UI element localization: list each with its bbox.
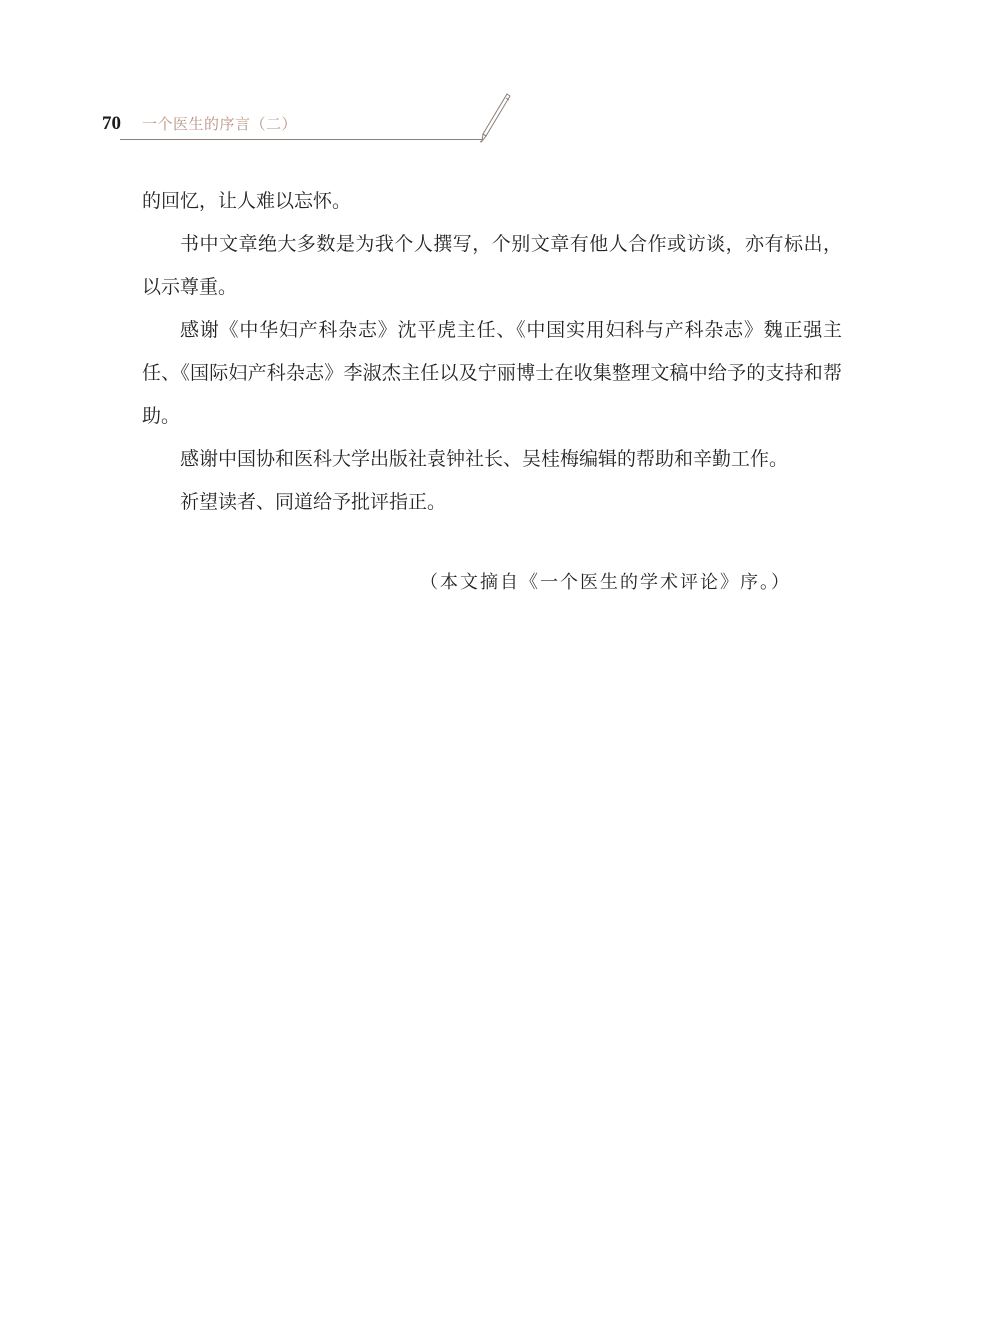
header-rule bbox=[120, 139, 482, 140]
paragraph-closing: 祈望读者、同道给予批评指正。 bbox=[180, 491, 447, 513]
body-text bbox=[142, 180, 842, 524]
running-title: 一个医生的序言（二） bbox=[142, 115, 298, 133]
paragraph-continuation: 的回忆，让人难以忘怀。 bbox=[142, 190, 352, 212]
pen-icon bbox=[476, 92, 512, 144]
running-header bbox=[102, 112, 522, 152]
paragraph-authorship: 书中文章绝大多数是为我个人撰写，个别文章有他人合作或访谈，亦有标出，以示尊重。 bbox=[142, 233, 842, 298]
paragraph-acknowledgement-publisher: 感谢中国协和医科大学出版社袁钟社长、吴桂梅编辑的帮助和辛勤工作。 bbox=[180, 448, 789, 470]
page-number: 70 bbox=[102, 113, 121, 134]
source-note: （本文摘自《一个医生的学术评论》序。） bbox=[420, 572, 791, 593]
paragraph-acknowledgement-journals: 感谢《中华妇产科杂志》沈平虎主任、《中国实用妇科与产科杂志》魏正强主任、《国际妇产科杂志》李淑杰主任以及宁丽博士在收集整理文稿中给予的支持和帮助。 bbox=[142, 319, 842, 427]
